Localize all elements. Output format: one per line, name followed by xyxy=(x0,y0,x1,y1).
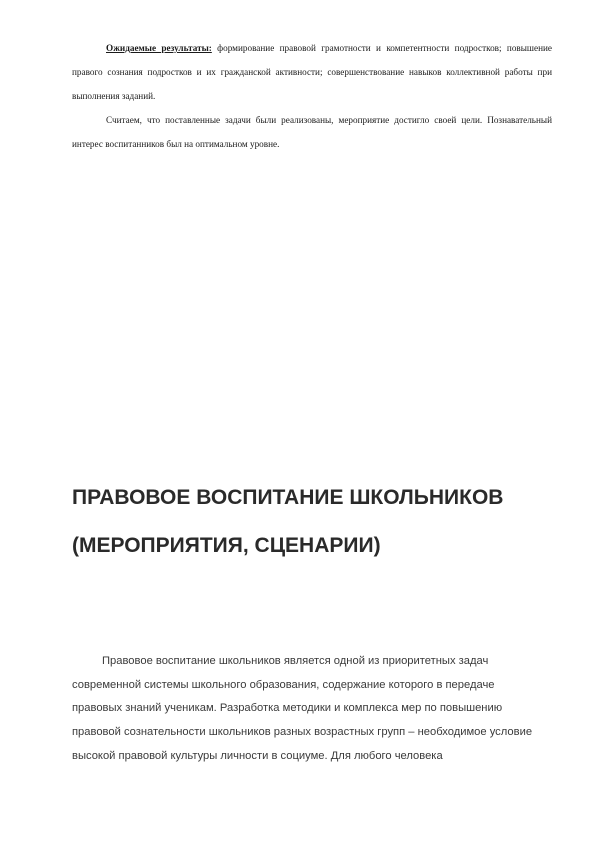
article-paragraph: Правовое воспитание школьников является одной из приоритетных задач современной системы школьного образования, содержание которого в передаче правовых знаний ученикам. Разработка методики и комплекса мер по повышению правовой сознательности школьников разных возрастных групп – необходимое условие высокой правовой культуры личности в социуме. Для любого человека xyxy=(72,655,533,762)
expected-results-paragraph xyxy=(72,36,552,108)
expected-results-text: формирование правовой грамотности и компетентности подростков; повышение правого сознания подростков и их гражданской активности; совершенствование навыков коллективной работы при выполнения заданий. xyxy=(72,43,552,101)
expected-results-label: Ожидаемые результаты: xyxy=(106,43,212,53)
expected-results-section xyxy=(72,36,552,156)
conclusion-paragraph: Считаем, что поставленные задачи были реализованы, мероприятие достигло своей цели. Познавательный интерес воспитанников был на оптимальном уровне. xyxy=(72,115,552,149)
article-title: ПРАВОВОЕ ВОСПИТАНИЕ ШКОЛЬНИКОВ (МЕРОПРИЯТИЯ, СЦЕНАРИИ) xyxy=(72,486,504,557)
